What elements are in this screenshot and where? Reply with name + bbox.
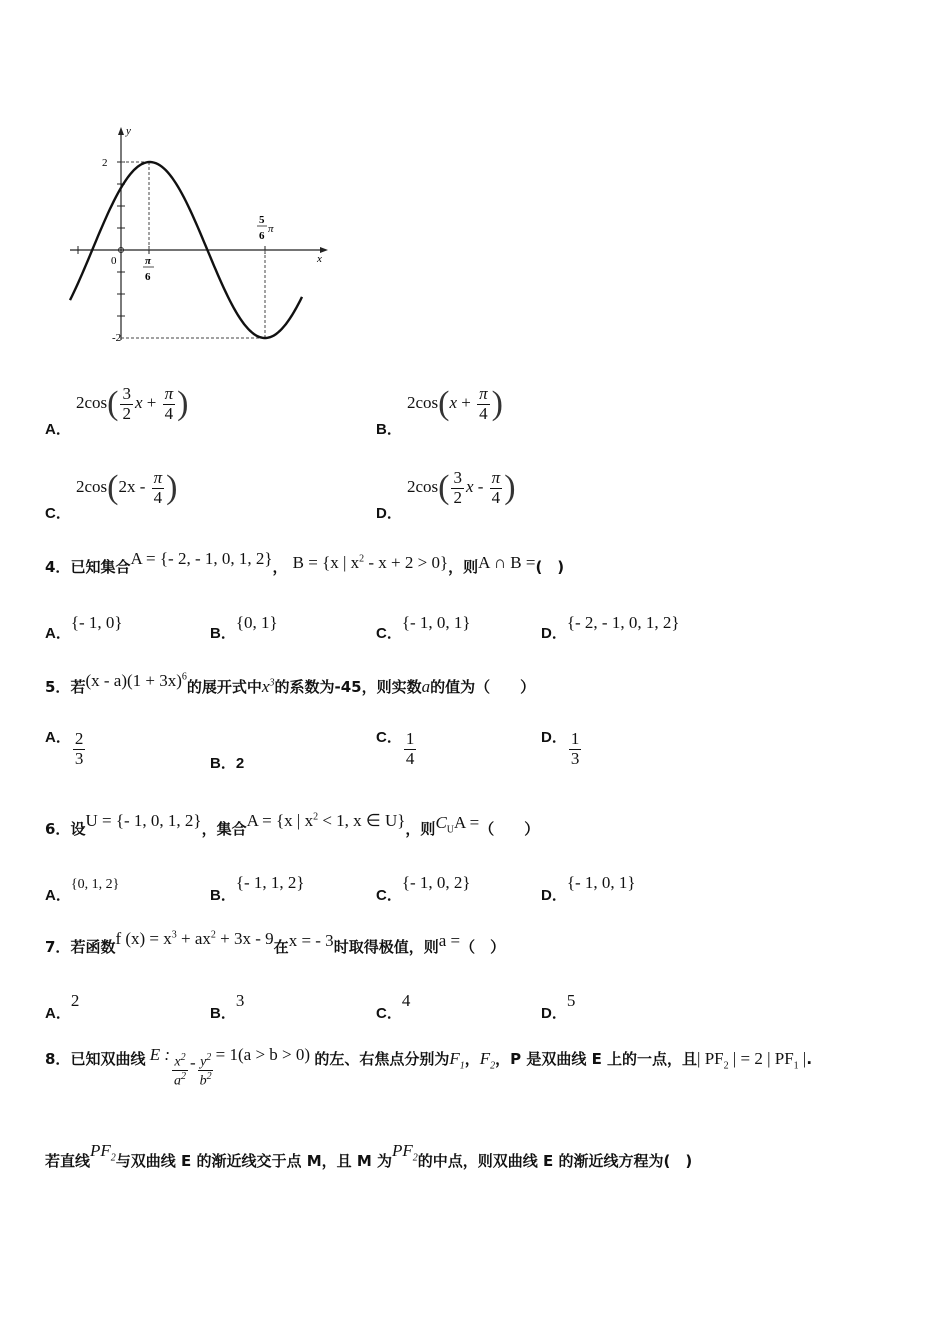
q6-option-b[interactable]: B．{- 1, 1, 2} [210, 873, 305, 904]
q6-option-c[interactable]: C．{- 1, 0, 2} [376, 873, 471, 904]
q3-option-b[interactable]: B． 2cos(x + $\frac{\pi}{4}$ ) [376, 384, 503, 439]
cosine-graph [66, 122, 336, 347]
x-axis-label: x [317, 253, 322, 265]
origin-label: 0 [111, 255, 117, 267]
x-tick-5pi6-num: 5 [259, 214, 265, 226]
q3-option-a-formula: 2cos( $\frac{3}{2}$ x + $\frac{\pi}{4}$ ) [75, 384, 189, 423]
q5-options [45, 730, 745, 780]
q5-option-a[interactable]: A． $\frac{2}{3}$ [45, 728, 84, 768]
q6-option-a[interactable]: A．{0, 1, 2} [45, 877, 120, 904]
q7-option-b[interactable]: B．3 [210, 991, 245, 1022]
q4-option-c[interactable]: C．{- 1, 0, 1} [376, 613, 471, 642]
q5-option-b[interactable]: B．2 [210, 755, 245, 772]
x-tick-5pi6-pi: π [268, 223, 274, 235]
x-tick-pi6-den: 6 [145, 271, 151, 283]
x-tick-5pi6-den: 6 [259, 230, 265, 242]
question-6: 6．设U = {- 1, 0, 1, 2}，集合A = {x | $x^2 < 1$, x ∈ U}，则$C_UA$ =（ ） [45, 811, 540, 838]
y-axis-label: y [126, 125, 131, 137]
q7-option-c[interactable]: C．4 [376, 991, 411, 1022]
question-5: 5．若$(x - a)(1 + 3x)^6$的展开式中$x^3$的系数为-45，则实数a的值为（ ） [45, 671, 536, 696]
q4-option-d[interactable]: D．{- 2, - 1, 0, 1, 2} [541, 613, 680, 642]
question-8-line-2: 若直线$PF_2$与双曲线 E 的渐近线交于点 M，且 M 为$PF_2$的中点，则双曲线 E 的渐近线方程为( ) [45, 1141, 693, 1170]
question-8: 8．已知双曲线 E : $\frac{x^2}{a^2}$ - $\frac{y^2}{b^2}$ = 1(a > b > 0) 的左、右焦点分别为$F_1$，$F_2$，P 是双曲线 E 上的一点，且| $PF_2$ | = 2 | $PF_1$ |. [45, 1045, 813, 1089]
q6-options [45, 872, 745, 906]
q3-option-b-formula: 2cos(x + $\frac{\pi}{4}$ ) [406, 384, 503, 423]
question-7: 7．若函数f $(x) = x^3 + ax^2 + 3x - 9$在x = - 3时取得极值，则a =（ ） [45, 929, 506, 956]
q7-option-a[interactable]: A．2 [45, 991, 80, 1022]
y-axis-arrow [118, 127, 124, 135]
q4-options [45, 612, 745, 646]
x-tick-pi6-num: π [145, 255, 152, 267]
q3-option-d[interactable]: D． 2cos( $\frac{3}{2}$ x - $\frac{\pi}{4}$ ) [376, 468, 516, 523]
q7-options [45, 990, 745, 1024]
q3-option-c[interactable]: C． 2cos(2x - $\frac{\pi}{4}$ ) [45, 468, 178, 523]
q5-option-d[interactable]: D． $\frac{1}{3}$ [541, 728, 580, 768]
q4-option-b[interactable]: B．{0, 1} [210, 613, 278, 642]
y-tick-2: 2 [102, 157, 108, 169]
q6-option-d[interactable]: D．{- 1, 0, 1} [541, 873, 636, 904]
y-tick-neg: -2 [112, 332, 122, 344]
q5-option-c[interactable]: C． $\frac{1}{4}$ [376, 728, 415, 768]
q7-option-d[interactable]: D．5 [541, 991, 576, 1022]
q3-option-c-formula: 2cos(2x - $\frac{\pi}{4}$ ) [75, 468, 178, 507]
q4-option-a[interactable]: A．{- 1, 0} [45, 613, 123, 642]
question-4: 4．已知集合A = {- 2, - 1, 0, 1, 2}， B = {x | $x^2 - x + 2 > 0$}，则A ∩ B =( ) [45, 549, 565, 576]
q3-option-d-formula: 2cos( $\frac{3}{2}$ x - $\frac{\pi}{4}$ ) [406, 468, 516, 507]
q3-option-a[interactable]: A． 2cos( $\frac{3}{2}$ x + $\frac{\pi}{4}$ ) [45, 384, 189, 439]
